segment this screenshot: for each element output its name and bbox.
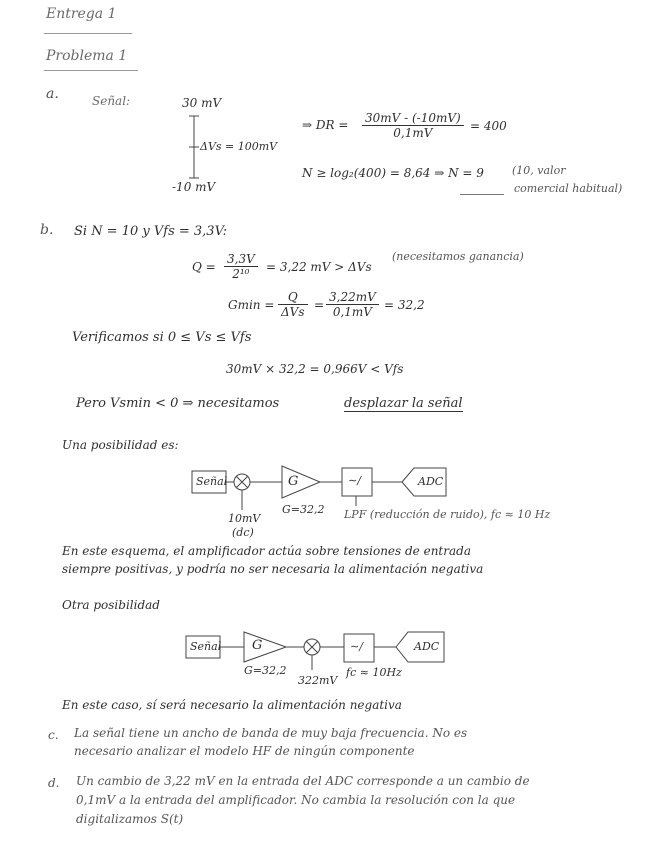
gmin-numerator-2: 3,22mV [326, 290, 379, 305]
part-d-label: d. [48, 776, 60, 790]
part-d-line-1: Un cambio de 3,22 mV en la entrada del ADC corresponde a un cambio de [76, 774, 530, 788]
q-result: = 3,22 mV > ΔVs [266, 260, 372, 274]
q-numerator: 3,3V [224, 252, 258, 267]
verify-calc: 30mV × 32,2 = 0,966V < Vfs [226, 362, 404, 376]
dr-result: = 400 [470, 119, 507, 133]
diag1-offset-dc: (dc) [232, 526, 254, 539]
explain-1b: siempre positivas, y podría no ser necesaria la alimentación negativa [62, 562, 484, 576]
diag1-filter: ∼/ [348, 474, 361, 487]
verify-line: Verificamos si 0 ≤ Vs ≤ Vfs [72, 330, 252, 345]
diag2-adc: ADC [414, 640, 440, 653]
diag2-offset: 322mV [298, 674, 338, 687]
gmin-numerator-1: Q [278, 290, 308, 305]
given-values: Si N = 10 y Vfs = 3,3V: [74, 224, 228, 239]
n-note-1: (10, valor [512, 164, 566, 177]
diag1-gain-value: G=32,2 [282, 503, 325, 516]
q-prefix: Q = [192, 260, 216, 274]
problem-heading: Problema 1 [46, 48, 128, 64]
delta-vs: ΔVs = 100mV [200, 140, 278, 153]
explain-2: En este caso, sí será necesario la alimentación negativa [62, 698, 402, 712]
part-c-line-2: necesario analizar el modelo HF de ningún componente [74, 744, 415, 758]
diag1-offset: 10mV [228, 512, 261, 525]
n-note-2: comercial habitual) [514, 182, 623, 195]
n-equation: N ≥ log₂(400) = 8,64 ⇒ N = 9 [302, 166, 484, 180]
option-1-label: Una posibilidad es: [62, 438, 179, 452]
part-d-line-2: 0,1mV a la entrada del amplificador. No cambia la resolución con la que [76, 793, 516, 807]
dr-denominator: 0,1mV [393, 126, 433, 140]
part-d-line-3: digitalizamos S(t) [76, 812, 184, 826]
gmin-equals: = [314, 298, 325, 312]
diag2-fc: fc ≈ 10Hz [346, 666, 402, 679]
part-b-label: b. [40, 222, 54, 238]
part-a-label: a. [46, 86, 59, 102]
diag2-gain: G [252, 638, 263, 653]
explain-1a: En este esquema, el amplificador actúa sobre tensiones de entrada [62, 544, 471, 558]
diag2-signal: Señal [190, 640, 222, 653]
gmin-result: = 32,2 [384, 298, 425, 312]
signal-label: Señal: [92, 94, 131, 108]
v-bottom: -10 mV [172, 180, 216, 194]
option-2-label: Otra posibilidad [62, 598, 160, 612]
gmin-denominator-2: 0,1mV [332, 305, 372, 319]
pero-underlined: desplazar la señal [344, 396, 463, 411]
diag1-signal: Señal [196, 475, 228, 488]
gmin-prefix: Gmin = [228, 298, 275, 312]
dr-numerator: 30mV - (-10mV) [362, 111, 464, 126]
diag2-filter: ∼/ [350, 640, 363, 653]
diag1-gain: G [288, 474, 299, 489]
part-c-label: c. [48, 728, 59, 742]
dr-prefix: ⇒ DR = [302, 118, 349, 132]
diag2-gain-value: G=32,2 [244, 664, 287, 677]
page-title: Entrega 1 [46, 6, 117, 22]
pero-line: Pero Vsmin < 0 ⇒ necesitamos [76, 396, 280, 411]
q-note: (necesitamos ganancia) [392, 250, 524, 263]
diag1-adc: ADC [418, 475, 444, 488]
part-c-line-1: La señal tiene un ancho de banda de muy baja frecuencia. No es [74, 726, 468, 740]
gmin-denominator-1: ΔVs [281, 305, 305, 319]
diag1-filter-note: LPF (reducción de ruido), fc ≈ 10 Hz [344, 508, 551, 521]
q-denominator: 2¹⁰ [232, 267, 250, 281]
v-top: 30 mV [182, 96, 222, 110]
